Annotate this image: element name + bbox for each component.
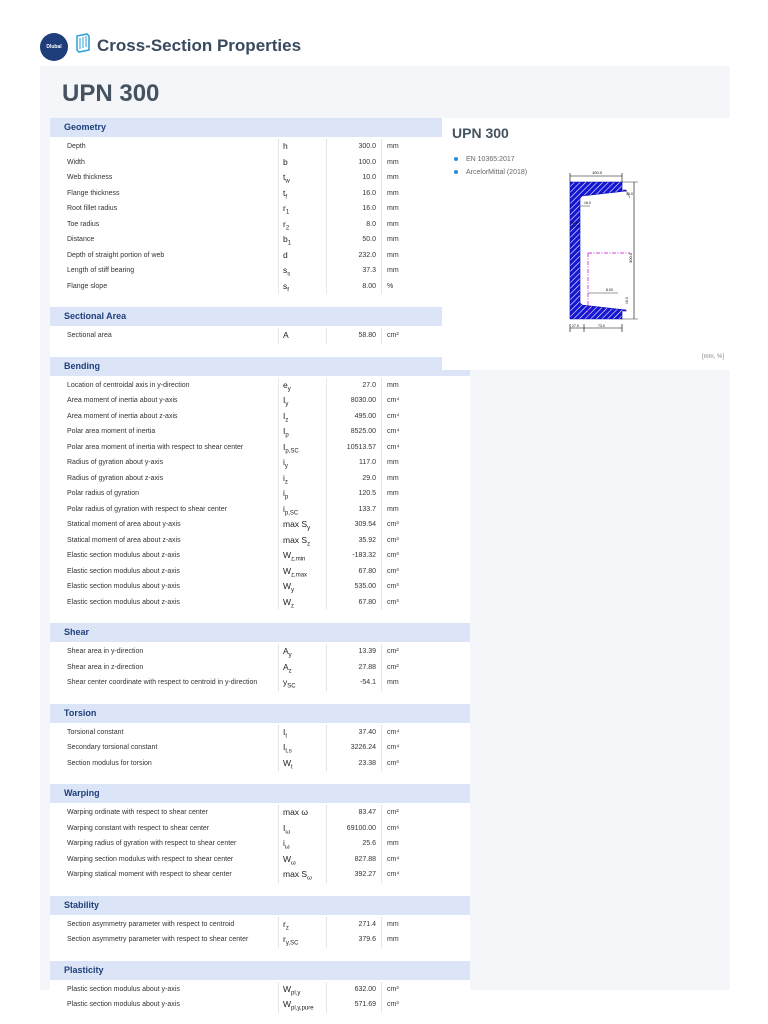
- standards-list-item: ArcelorMittal (2018): [454, 166, 527, 179]
- property-description: Elastic section modulus about y-axis: [67, 583, 180, 590]
- table-row: [50, 440, 470, 456]
- property-symbol: $W_\omega$: [283, 853, 296, 867]
- property-value: 8.00: [362, 282, 376, 290]
- property-unit: cm⁶: [387, 824, 400, 832]
- property-symbol: $I_\omega$: [283, 822, 291, 836]
- property-value: 117.0: [359, 459, 376, 466]
- property-value: 69100.00: [346, 824, 376, 832]
- property-value: 29.0: [362, 474, 376, 482]
- section-header: Warping: [50, 784, 470, 803]
- property-unit: mm: [387, 920, 399, 928]
- property-section: [50, 704, 470, 785]
- bullet-icon: [454, 157, 458, 161]
- property-unit: cm²: [387, 332, 399, 339]
- property-unit: cm³: [387, 521, 399, 528]
- property-description: Radius of gyration about y-axis: [67, 459, 164, 466]
- property-symbol: $W_t$: [283, 757, 293, 771]
- property-symbol: A: [283, 330, 289, 340]
- property-value: 58.80: [358, 332, 376, 339]
- property-value: 8.0: [366, 220, 376, 228]
- property-unit: mm: [387, 381, 399, 389]
- property-description: Area moment of inertia about y-axis: [67, 397, 178, 404]
- property-value: 495.00: [354, 412, 376, 420]
- property-description: Root fillet radius: [67, 205, 118, 212]
- table-row: [50, 660, 470, 676]
- table-row: [50, 155, 470, 171]
- property-section: [50, 784, 470, 896]
- property-description: Polar area moment of inertia: [67, 428, 156, 435]
- property-unit: cm³: [387, 598, 399, 606]
- property-unit: mm: [387, 174, 399, 181]
- property-description: Web thickness: [67, 174, 113, 181]
- table-row: [50, 139, 470, 155]
- property-description: Polar radius of gyration with respect to shear center: [67, 505, 227, 513]
- property-symbol: $i_\omega$: [283, 838, 290, 851]
- property-symbol: $W_{z,max}$: [283, 565, 308, 579]
- dim-toe-label: 16.0: [625, 297, 629, 304]
- dim-bottom-right-label: 73.0: [598, 324, 605, 328]
- property-description: Depth: [67, 143, 86, 150]
- table-row: [50, 409, 470, 425]
- property-unit: cm⁴: [387, 744, 400, 751]
- dim-web-label: 10.0: [571, 221, 578, 225]
- property-description: Plastic section modulus about y-axis: [67, 985, 180, 993]
- standards-list-item: EN 10365:2017: [454, 153, 527, 166]
- property-symbol: max ω: [283, 807, 309, 817]
- table-row: [50, 579, 470, 595]
- property-unit: cm³: [387, 759, 399, 767]
- property-description: Width: [67, 158, 85, 166]
- property-value: 83.47: [358, 809, 376, 816]
- property-value: 571.69: [354, 1001, 376, 1008]
- property-symbol: $r_2$: [283, 218, 290, 232]
- property-symbol: $I_p$: [283, 426, 289, 439]
- property-value: 16.0: [362, 205, 376, 212]
- property-description: Section modulus for torsion: [67, 759, 152, 767]
- app-title: Cross-Section Properties: [97, 36, 302, 55]
- property-section: [50, 307, 470, 357]
- property-value: 309.54: [354, 521, 376, 528]
- property-symbol: $A_z$: [283, 661, 292, 675]
- property-unit: mm: [387, 205, 399, 212]
- property-unit: mm: [387, 251, 399, 259]
- channel-profile: [570, 182, 626, 319]
- dim-flange-label: 16.0: [626, 192, 633, 196]
- property-unit: cm²: [387, 648, 399, 655]
- property-description: Statical moment of area about z-axis: [67, 536, 181, 544]
- property-symbol: $I_y$: [283, 395, 289, 408]
- property-description: Flange slope: [67, 282, 108, 290]
- preview-title: UPN 300: [452, 125, 509, 141]
- dim-height-label: 300.0: [628, 252, 633, 263]
- property-unit: mm: [387, 679, 399, 686]
- table-row: [50, 917, 470, 933]
- section-header: Stability: [50, 896, 470, 915]
- property-value: 379.6: [358, 936, 376, 943]
- property-symbol: $W_z$: [283, 596, 295, 610]
- property-unit: cm⁴: [387, 397, 400, 404]
- property-value: 50.0: [362, 236, 376, 243]
- table-row: [50, 248, 470, 264]
- property-symbol: $\max S_y$: [283, 519, 311, 532]
- table-row: [50, 805, 470, 821]
- property-unit: mm: [387, 474, 399, 482]
- property-value: 632.00: [354, 985, 376, 993]
- property-unit: mm: [387, 840, 399, 847]
- property-symbol: $\max S_\omega$: [283, 869, 312, 882]
- property-value: 27.88: [358, 663, 376, 671]
- property-symbol: $b_1$: [283, 234, 292, 247]
- table-row: [50, 821, 470, 837]
- cross-section-drawing: [560, 168, 665, 353]
- property-symbol: $t_f$: [283, 187, 288, 201]
- property-value: 133.7: [358, 505, 376, 513]
- property-description: Warping section modulus with respect to shear center: [67, 855, 234, 863]
- properties-table: [50, 118, 470, 1013]
- property-description: Toe radius: [67, 220, 100, 228]
- property-symbol: $i_z$: [283, 472, 288, 486]
- property-unit: cm³: [387, 567, 399, 575]
- table-row: [50, 170, 470, 186]
- property-value: 271.4: [358, 920, 376, 928]
- property-unit: mm: [387, 158, 399, 166]
- property-value: 10513.57: [346, 443, 376, 451]
- property-unit: cm³: [387, 536, 399, 544]
- table-row: [50, 533, 470, 549]
- table-row: [50, 486, 470, 502]
- property-unit: mm: [387, 236, 399, 243]
- table-row: [50, 217, 470, 233]
- property-value: 10.0: [362, 174, 376, 181]
- property-description: Sectional area: [67, 332, 112, 339]
- table-row: [50, 393, 470, 409]
- property-section: [50, 118, 470, 307]
- table-row: [50, 186, 470, 202]
- property-description: Warping constant with respect to shear center: [67, 824, 210, 832]
- table-row: [50, 232, 470, 248]
- property-symbol: h: [283, 141, 288, 151]
- dlubal-logo: Dlubal: [40, 33, 68, 61]
- property-unit: cm⁴: [387, 428, 400, 435]
- table-row: [50, 595, 470, 611]
- property-symbol: $A_y$: [283, 646, 292, 659]
- property-symbol: b: [283, 156, 288, 167]
- property-description: Length of stiff bearing: [67, 267, 135, 274]
- property-unit: cm³: [387, 583, 399, 590]
- table-row: [50, 867, 470, 883]
- dim-bottom-left-label: 27.0: [572, 324, 579, 328]
- property-symbol: d: [283, 249, 288, 260]
- property-description: Section asymmetry parameter with respect to centroid: [67, 920, 235, 928]
- table-row: [50, 982, 470, 998]
- table-row: [50, 455, 470, 471]
- section-header: Shear: [50, 623, 470, 642]
- property-symbol: $r_{y,SC}$: [283, 934, 299, 947]
- table-row: [50, 932, 470, 948]
- property-unit: cm³: [387, 552, 399, 559]
- property-symbol: $W_{pl,y}$: [283, 983, 301, 997]
- property-description: Section asymmetry parameter with respect to shear center: [67, 936, 249, 943]
- table-row: [50, 548, 470, 564]
- table-row: [50, 725, 470, 741]
- table-row: [50, 424, 470, 440]
- property-unit: mm: [387, 459, 399, 466]
- property-unit: %: [387, 282, 394, 290]
- table-row: [50, 378, 470, 394]
- page-title: UPN 300: [62, 80, 160, 107]
- property-symbol: $r_z$: [283, 918, 289, 932]
- property-unit: mm: [387, 189, 399, 197]
- property-value: 8525.00: [350, 428, 376, 435]
- property-description: Warping ordinate with respect to shear center: [67, 809, 208, 816]
- property-unit: cm²: [387, 809, 399, 816]
- property-symbol: $i_{p,SC}$: [283, 503, 299, 517]
- table-row: [50, 740, 470, 756]
- table-row: [50, 852, 470, 868]
- app-header: [40, 30, 740, 66]
- table-row: [50, 675, 470, 691]
- dim-top-label: 100.0: [592, 170, 603, 175]
- property-description: Torsional constant: [67, 728, 124, 736]
- property-value: 392.27: [354, 871, 376, 878]
- property-unit: mm: [387, 267, 399, 274]
- property-value: 120.5: [358, 490, 376, 497]
- property-symbol: $r_1$: [283, 203, 290, 216]
- property-unit: cm⁴: [387, 871, 400, 878]
- section-header: Geometry: [50, 118, 470, 137]
- section-header: Plasticity: [50, 961, 470, 980]
- cross-section-icon: [74, 33, 92, 53]
- property-section: [50, 357, 470, 624]
- property-description: Area moment of inertia about z-axis: [67, 412, 178, 420]
- property-symbol: $W_{pl,y,pure}$: [283, 999, 314, 1012]
- property-unit: cm³: [387, 1001, 399, 1008]
- property-unit: mm: [387, 505, 399, 513]
- property-value: 535.00: [354, 583, 376, 590]
- section-header: Torsion: [50, 704, 470, 723]
- property-description: Elastic section modulus about z-axis: [67, 567, 180, 575]
- property-description: Flange thickness: [67, 189, 120, 197]
- dim-fillet-label: 16.0: [584, 201, 591, 205]
- table-row: [50, 471, 470, 487]
- property-unit: cm³: [387, 985, 399, 993]
- property-unit: mm: [387, 936, 399, 943]
- property-value: -54.1: [360, 679, 376, 686]
- property-unit: cm⁴: [387, 855, 400, 863]
- table-row: [50, 644, 470, 660]
- property-description: Location of centroidal axis in y-direction: [67, 381, 190, 389]
- property-description: Secondary torsional constant: [67, 744, 158, 751]
- property-value: 16.0: [362, 189, 376, 197]
- property-value: 27.0: [362, 381, 376, 389]
- property-description: Warping statical moment with respect to shear center: [67, 871, 232, 878]
- property-section: [50, 623, 470, 704]
- property-value: 67.80: [358, 567, 376, 575]
- property-symbol: $e_y$: [283, 379, 291, 393]
- property-unit: cm⁴: [387, 443, 400, 451]
- dim-slope-label: 8.00: [606, 288, 613, 292]
- table-row: [50, 836, 470, 852]
- table-row: [50, 201, 470, 217]
- property-unit: cm⁴: [387, 728, 400, 736]
- property-symbol: $\max S_z$: [283, 534, 311, 548]
- section-preview-card: [442, 118, 730, 370]
- property-symbol: $s_s$: [283, 265, 291, 278]
- property-symbol: $I_{t,s}$: [283, 742, 292, 755]
- property-value: 232.0: [358, 251, 376, 259]
- table-row: [50, 328, 470, 344]
- property-unit: mm: [387, 220, 399, 228]
- table-row: [50, 517, 470, 533]
- property-unit: mm: [387, 143, 399, 150]
- standards-list: [454, 153, 527, 179]
- property-value: -183.32: [352, 552, 376, 559]
- property-symbol: $W_y$: [283, 581, 295, 594]
- property-description: Elastic section modulus about z-axis: [67, 598, 180, 606]
- property-value: 100.0: [358, 158, 376, 166]
- property-symbol: $I_t$: [283, 726, 288, 740]
- property-description: Elastic section modulus about z-axis: [67, 552, 180, 559]
- section-header: Bending: [50, 357, 470, 376]
- property-symbol: $s_f$: [283, 280, 289, 294]
- property-value: 35.92: [358, 536, 376, 544]
- property-symbol: $I_{p,SC}$: [283, 441, 299, 455]
- table-row: [50, 564, 470, 580]
- property-value: 37.3: [362, 267, 376, 274]
- content-panel: [40, 66, 730, 1012]
- property-value: 25.6: [362, 840, 376, 847]
- property-section: [50, 896, 470, 961]
- property-unit: cm²: [387, 663, 399, 671]
- property-description: Polar radius of gyration: [67, 490, 139, 497]
- property-symbol: $y_{SC}$: [283, 677, 296, 690]
- property-unit: cm⁴: [387, 412, 400, 420]
- property-value: 300.0: [358, 143, 376, 150]
- table-row: [50, 263, 470, 279]
- property-value: 827.88: [354, 855, 376, 863]
- property-description: Radius of gyration about z-axis: [67, 474, 164, 482]
- property-value: 8030.00: [350, 397, 376, 404]
- property-description: Depth of straight portion of web: [67, 251, 165, 259]
- property-symbol: $i_y$: [283, 457, 288, 470]
- property-unit: mm: [387, 490, 399, 497]
- units-note: [mm, %]: [702, 354, 724, 360]
- property-description: Distance: [67, 236, 95, 243]
- section-header: Sectional Area: [50, 307, 470, 326]
- property-value: 3226.24: [350, 744, 376, 751]
- property-description: Warping radius of gyration with respect to shear center: [67, 840, 237, 847]
- property-value: 67.80: [358, 598, 376, 606]
- property-description: Shear center coordinate with respect to centroid in y-direction: [67, 679, 258, 686]
- table-row: [50, 279, 470, 295]
- property-symbol: $W_{z,min}$: [283, 550, 306, 563]
- property-description: Statical moment of area about y-axis: [67, 521, 181, 528]
- property-description: Shear area in y-direction: [67, 648, 144, 655]
- property-value: 37.40: [358, 728, 376, 736]
- property-symbol: $i_p$: [283, 488, 289, 501]
- property-section: [50, 961, 470, 1013]
- property-symbol: $t_w$: [283, 172, 290, 185]
- property-value: 23.38: [358, 759, 376, 767]
- property-value: 13.39: [358, 648, 376, 655]
- bullet-icon: [454, 170, 458, 174]
- property-description: Plastic section modulus about y-axis: [67, 1001, 180, 1008]
- table-row: [50, 756, 470, 772]
- table-row: [50, 502, 470, 518]
- property-description: Polar area moment of inertia with respect to shear center: [67, 443, 244, 451]
- table-row: [50, 997, 470, 1013]
- property-description: Shear area in z-direction: [67, 663, 144, 671]
- property-symbol: $I_z$: [283, 410, 289, 424]
